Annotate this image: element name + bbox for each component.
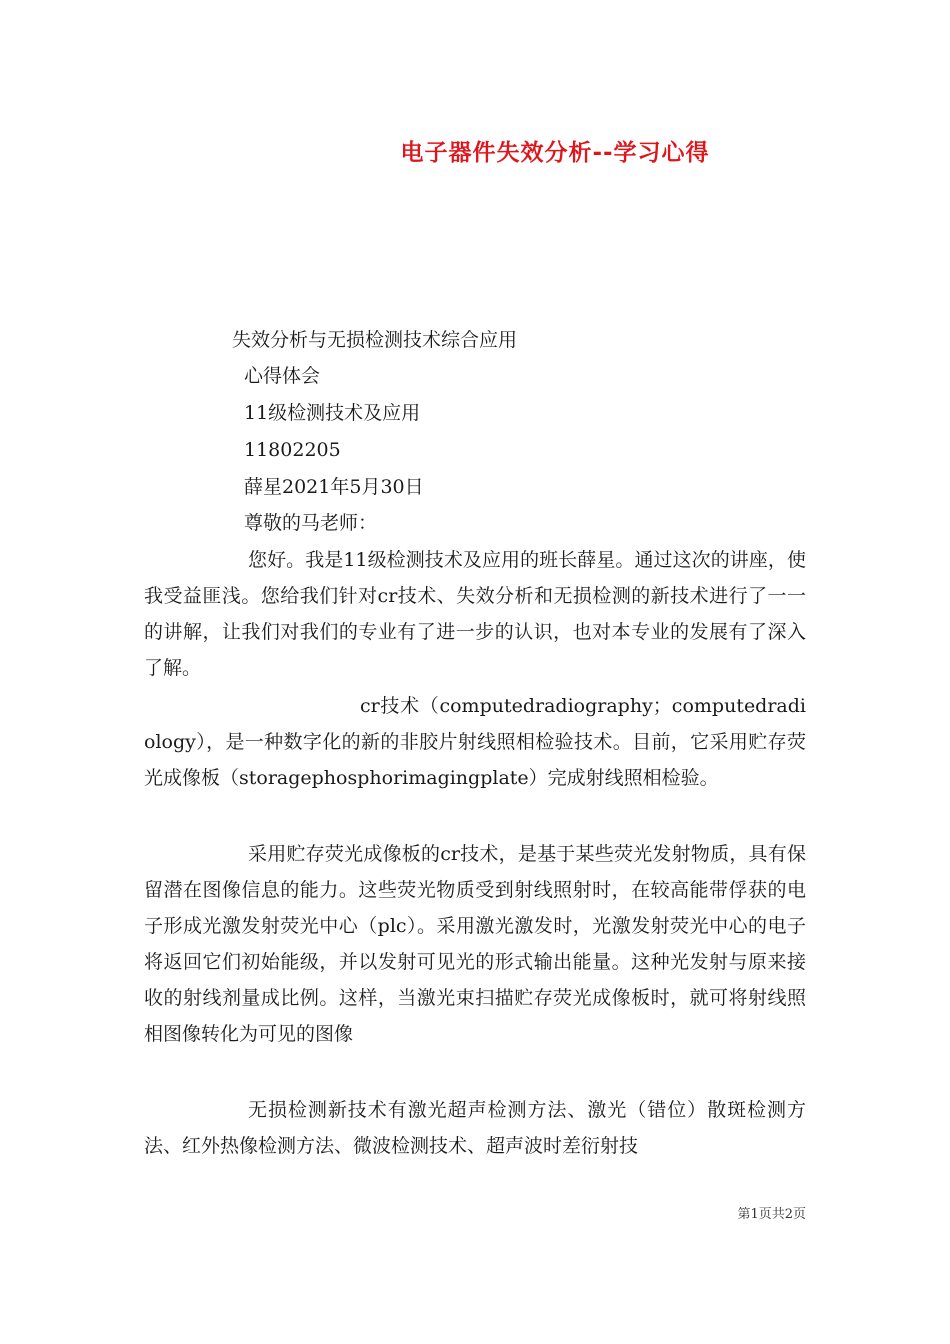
document-title: 电子器件失效分析--学习心得 [400, 140, 710, 166]
paragraph-text: 无损检测新技术有激光超声检测方法、激光（错位）散斑检测方法、红外热像检测方法、微波检测技术、超声波时差衍射技 [144, 1099, 806, 1157]
paragraph-1 [144, 542, 806, 686]
page-footer: 第1页共2页 [737, 1207, 806, 1222]
class-name: 11级检测技术及应用 [244, 402, 421, 424]
paragraph-text: 您好。我是11级检测技术及应用的班长薛星。通过这次的讲座，使我受益匪浅。您给我们针对cr技术、失效分析和无损检测的新技术进行了一一的讲解，让我们对我们的专业有了进一步的认识，也对本专业的发展有了深入了解。 [144, 549, 806, 679]
topic-heading: 失效分析与无损检测技术综合应用 [232, 329, 518, 351]
paragraph-4 [144, 1092, 806, 1164]
paragraph-text: 采用贮存荧光成像板的cr技术，是基于某些荧光发射物质，具有保留潜在图像信息的能力。这些荧光物质受到射线照射时，在较高能带俘获的电子形成光激发射荧光中心（plc）。采用激光激发时，光激发射荧光中心的电子将返回它们初始能级，并以发射可见光的形式输出能量。这种光发射与原来接收的射线剂量成比例。这样，当激光束扫描贮存荧光成像板时，就可将射线照相图像转化为可见的图像 [144, 843, 806, 1045]
student-id: 11802205 [244, 439, 341, 461]
paragraph-text: cr技术（computedradiography；computedradiology），是一种数字化的新的非胶片射线照相检验技术。目前，它采用贮存荧光成像板（storagephosphorimagingplate）完成射线照相检验。 [144, 695, 806, 789]
paragraph-2 [144, 688, 806, 796]
author-date: 薛星2021年5月30日 [244, 476, 424, 498]
paragraph-3 [144, 836, 806, 1052]
greeting: 尊敬的马老师： [244, 512, 378, 534]
subtitle: 心得体会 [244, 365, 321, 387]
